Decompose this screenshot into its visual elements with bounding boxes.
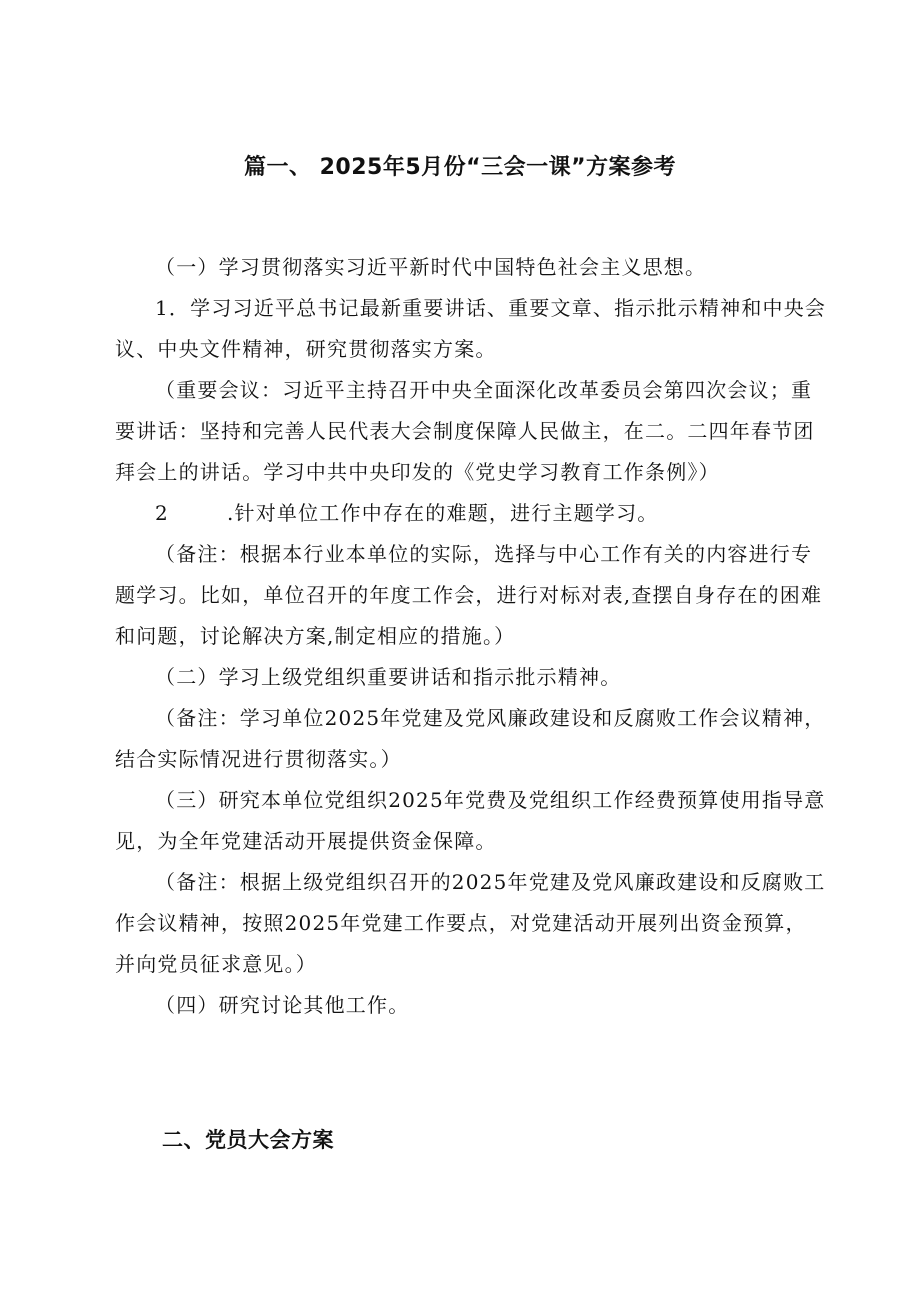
- document-title: 篇一、 2025年5月份“三会一课”方案参考: [243, 155, 677, 180]
- paragraph-item-1: 1．学习习近平总书记最新重要讲话、重要文章、指示批示精神和中央会议、中央文件精神，研究贯彻落实方案。: [115, 296, 827, 361]
- item-2-text: .针对单位工作中存在的难题，进行主题学习。: [226, 501, 659, 525]
- paragraph-note-topic-study: （备注：根据本行业本单位的实际，选择与中心工作有关的内容进行专题学习。比如，单位召开的年度工作会，进行对标对表,查摆自身存在的困难和问题，讨论解决方案,制定相应的措施。）: [115, 542, 823, 648]
- section-heading-party-members-meeting: 二、党员大会方案: [162, 1128, 334, 1152]
- paragraph-important-meetings-note: （重要会议：习近平主持召开中央全面深化改革委员会第四次会议；重要讲话：坚持和完善人民代表大会制度保障人民做主，在二。二四年春节团拜会上的讲话。学习中共中央印发的《党史学习教育工作条例》）: [115, 378, 815, 484]
- paragraph-study-xi-thought: （一）学习贯彻落实习近平新时代中国特色社会主义思想。: [155, 255, 707, 279]
- paragraph-other-work: （四）研究讨论其他工作。: [155, 993, 410, 1017]
- paragraph-note-party-building-meeting: （备注：学习单位2025年党建及党风廉政建设和反腐败工作会议精神，结合实际情况进行贯彻落实。）: [115, 706, 826, 771]
- paragraph-party-fee-budget: （三）研究本单位党组织2025年党费及党组织工作经费预算使用指导意见，为全年党建活动开展提供资金保障。: [115, 788, 826, 853]
- item-2-number: 2: [155, 501, 169, 525]
- paragraph-item-2: [115, 493, 827, 534]
- paragraph-note-budget: （备注：根据上级党组织召开的2025年党建及党风廉政建设和反腐败工作会议精神，按照2025年党建工作要点，对党建活动开展列出资金预算，并向党员征求意见。）: [115, 870, 826, 976]
- document-body: [115, 247, 827, 1026]
- paragraph-study-superior-speeches: （二）学习上级党组织重要讲话和指示批示精神。: [155, 665, 622, 689]
